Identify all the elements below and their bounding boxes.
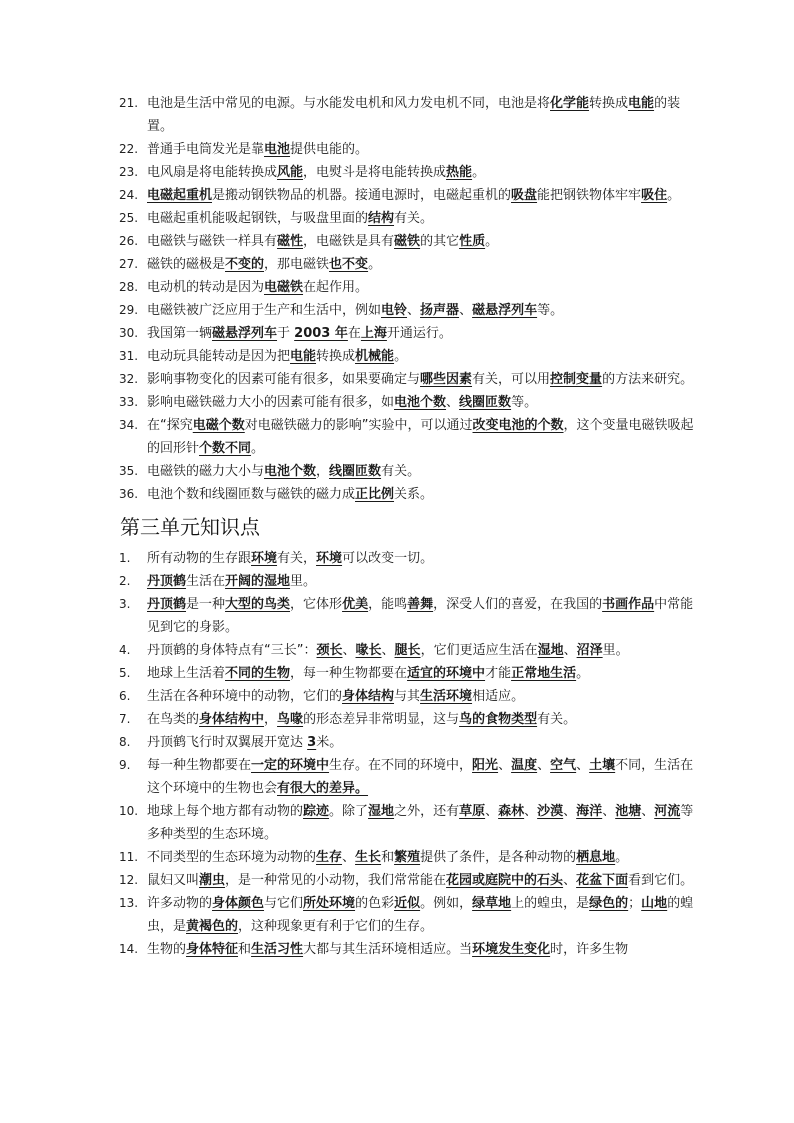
item-text: 的方法来研究。: [602, 372, 694, 387]
item-text: 可以改变一切。: [342, 551, 434, 566]
keyword: 改变电池的个数: [472, 418, 564, 433]
list-item: [0, 230, 794, 253]
item-text: 之外，还有: [394, 804, 460, 819]
item-number: 28.: [119, 280, 139, 294]
list-item: [0, 345, 794, 368]
keyword: 磁性: [277, 234, 304, 249]
keyword: 电磁个数: [192, 418, 245, 433]
item-number: 10.: [119, 804, 139, 818]
item-text: 、: [563, 873, 577, 888]
list-item: [0, 207, 794, 230]
list-item: [0, 460, 794, 483]
item-text: 等多种类型的生态环境。: [147, 804, 694, 842]
list-item: [0, 276, 794, 299]
keyword: 湿地: [537, 643, 564, 658]
item-text: ，这个变量电磁铁吸起的回形针: [147, 418, 694, 456]
list-item: [0, 391, 794, 414]
item-text: 与它们: [264, 896, 304, 911]
item-text: 有关，: [277, 551, 317, 566]
list-item: [0, 253, 794, 276]
keyword: 开阔的湿地: [225, 574, 291, 589]
item-text: 、: [537, 758, 551, 773]
item-text: 电磁起重机能吸起钢铁，与吸盘里面的: [147, 211, 369, 226]
list-item: [0, 570, 794, 593]
keyword: 颈长: [316, 643, 343, 658]
keyword: 不变的: [225, 257, 265, 272]
list-item: [0, 708, 794, 731]
item-text: ，是一种常见的小动物，我们常常能在: [225, 873, 447, 888]
list-item: [0, 92, 794, 138]
item-text: 是搬动钢铁物品的机器。接通电源时，电磁起重机的: [212, 188, 512, 203]
keyword: 3: [307, 735, 317, 750]
item-text: 和: [238, 942, 252, 957]
list-item: [0, 639, 794, 662]
item-text: 中常能见到它的身影。: [147, 597, 694, 635]
item-text: 、: [342, 643, 356, 658]
keyword: 鸟喙: [277, 712, 304, 727]
keyword: 土壤: [589, 758, 616, 773]
item-text: 每一种生物都要在: [147, 758, 252, 773]
keyword: 优美: [342, 597, 369, 612]
item-number: 29.: [119, 303, 139, 317]
item-number: 23.: [119, 165, 139, 179]
item-text: 、: [381, 643, 395, 658]
item-text: ，深受人们的喜爱，在我国的: [433, 597, 603, 612]
item-text: 影响电磁铁磁力大小的因素可能有很多，如: [147, 395, 395, 410]
item-text: 的其它: [420, 234, 460, 249]
keyword: 花盆下面: [576, 873, 629, 888]
item-text: 丹顶鹤飞行时双翼展开宽达: [147, 735, 308, 750]
keyword: 丹顶鹤: [147, 574, 187, 589]
keyword: 近似: [394, 896, 421, 911]
item-text: 提供电能的。: [290, 142, 369, 157]
keyword: 潮虫: [199, 873, 226, 888]
item-text: 才能: [485, 666, 512, 681]
keyword: 踪迹: [303, 804, 330, 819]
keyword: 磁悬浮列车: [212, 326, 278, 341]
list-item: [0, 414, 794, 460]
list-item: [0, 892, 794, 938]
list-item: [0, 800, 794, 846]
item-text: 磁铁的磁极是: [147, 257, 226, 272]
list-item: [0, 685, 794, 708]
item-text: 鼠妇又叫: [147, 873, 200, 888]
keyword: 不同的生物: [225, 666, 291, 681]
item-number: 26.: [119, 234, 139, 248]
item-text: 。: [667, 188, 681, 203]
item-text: 丹顶鹤的身体特点有“三长”：: [147, 643, 317, 658]
item-text: ，电磁铁是具有: [303, 234, 395, 249]
keyword: 所处环境: [303, 896, 356, 911]
item-number: 3.: [119, 597, 131, 611]
keyword: 生长: [355, 850, 382, 865]
keyword: 黄褐色的: [186, 919, 239, 934]
item-number: 13.: [119, 896, 139, 910]
item-number: 27.: [119, 257, 139, 271]
item-text: 、: [576, 758, 590, 773]
item-text: 上的蝗虫，是: [511, 896, 590, 911]
keyword: 鸟的食物类型: [459, 712, 538, 727]
item-text: 。: [368, 257, 382, 272]
keyword: 花园或庭院中的石头: [446, 873, 564, 888]
item-text: 电池个数和线圈匝数与磁铁的磁力成: [147, 487, 356, 502]
list-item: [0, 731, 794, 754]
keyword: 结构: [368, 211, 395, 226]
keyword: 电能: [628, 96, 655, 111]
item-text: 和: [381, 850, 395, 865]
keyword: 2003 年: [294, 326, 348, 341]
item-number: 21.: [119, 96, 139, 110]
keyword: 生活环境: [420, 689, 473, 704]
keyword: 海洋: [576, 804, 603, 819]
keyword: 身体特征: [186, 942, 239, 957]
item-text: 的色彩: [355, 896, 395, 911]
keyword: 风能: [277, 165, 304, 180]
keyword: 环境: [251, 551, 278, 566]
keyword: 也不变: [329, 257, 369, 272]
keyword: 腿长: [394, 643, 421, 658]
keyword: 正比例: [355, 487, 395, 502]
keyword: 电磁起重机: [147, 188, 213, 203]
keyword: 电磁铁: [264, 280, 304, 295]
item-text: 不同，生活在这个环境中的生物也会: [147, 758, 694, 796]
item-text: 的装置。: [147, 96, 681, 134]
keyword: 环境发生变化: [472, 942, 551, 957]
list-item: [0, 846, 794, 869]
item-text: 提供了条件，是各种动物的: [420, 850, 577, 865]
knowledge-list-unit-3: [0, 547, 794, 961]
item-text: 时，许多生物: [550, 942, 629, 957]
keyword: 有很大的差异。: [277, 781, 369, 796]
item-text: 生活在: [186, 574, 226, 589]
item-text: 能把钢铁物体牢牢: [537, 188, 642, 203]
item-text: 影响事物变化的因素可能有很多，如果要确定与: [147, 372, 421, 387]
item-text: ，它体形: [290, 597, 343, 612]
item-text: 。: [472, 165, 486, 180]
item-number: 24.: [119, 188, 139, 202]
item-text: 看到它们。: [628, 873, 694, 888]
item-text: ，那电磁铁: [264, 257, 330, 272]
list-item: [0, 161, 794, 184]
item-text: 、: [485, 804, 499, 819]
item-text: 电动玩具能转动是因为把: [147, 349, 291, 364]
item-number: 5.: [119, 666, 131, 680]
item-text: 米。: [316, 735, 343, 750]
item-text: 、: [498, 758, 512, 773]
item-text: 是一种: [186, 597, 226, 612]
keyword: 身体结构: [342, 689, 395, 704]
item-number: 31.: [119, 349, 139, 363]
item-number: 4.: [119, 643, 131, 657]
item-text: 、: [563, 804, 577, 819]
keyword: 线圈匝数: [329, 464, 382, 479]
keyword: 化学能: [550, 96, 590, 111]
item-text: ，每一种生物都要在: [290, 666, 408, 681]
item-number: 34.: [119, 418, 139, 432]
keyword: 身体结构中: [199, 712, 265, 727]
item-number: 30.: [119, 326, 139, 340]
knowledge-list-unit-2: [0, 92, 794, 506]
item-text: 、: [459, 303, 473, 318]
list-item: [0, 869, 794, 892]
item-number: 32.: [119, 372, 139, 386]
keyword: 善舞: [407, 597, 434, 612]
keyword: 沼泽: [576, 643, 603, 658]
keyword: 哪些因素: [420, 372, 473, 387]
item-text: 相适应。: [472, 689, 525, 704]
item-text: 。除了: [329, 804, 369, 819]
keyword: 磁铁: [394, 234, 421, 249]
keyword: 环境: [316, 551, 343, 566]
keyword: 繁殖: [394, 850, 421, 865]
item-text: 所有动物的生存跟: [147, 551, 252, 566]
item-text: 。: [394, 349, 408, 364]
item-text: 、: [524, 804, 538, 819]
item-number: 7.: [119, 712, 131, 726]
keyword: 电池个数: [264, 464, 317, 479]
keyword: 吸住: [641, 188, 668, 203]
item-text: 有关。: [381, 464, 421, 479]
item-text: 普通手电筒发光是靠: [147, 142, 265, 157]
item-number: 12.: [119, 873, 139, 887]
item-text: 在: [347, 326, 361, 341]
keyword: 电铃: [381, 303, 408, 318]
item-text: 等。: [511, 395, 538, 410]
item-text: ；: [628, 896, 642, 911]
keyword: 喙长: [355, 643, 382, 658]
item-text: 。: [576, 666, 590, 681]
list-item: [0, 368, 794, 391]
keyword: 丹顶鹤: [147, 597, 187, 612]
item-text: 生存。在不同的环境中，: [329, 758, 473, 773]
item-number: 36.: [119, 487, 139, 501]
keyword: 线圈匝数: [459, 395, 512, 410]
list-item: [0, 322, 794, 345]
item-text: ，它们更适应生活在: [420, 643, 538, 658]
keyword: 草原: [459, 804, 486, 819]
item-text: 。: [251, 441, 265, 456]
item-number: 35.: [119, 464, 139, 478]
keyword: 生存: [316, 850, 343, 865]
item-text: 里。: [290, 574, 317, 589]
item-text: 电动机的转动是因为: [147, 280, 265, 295]
item-text: 地球上生活着: [147, 666, 226, 681]
item-text: 、: [342, 850, 356, 865]
section-heading: 第三单元知识点: [120, 515, 260, 539]
item-text: 里。: [602, 643, 629, 658]
item-text: ，能鸣: [368, 597, 408, 612]
keyword: 生活习性: [251, 942, 304, 957]
item-text: 、: [641, 804, 655, 819]
item-text: 。: [485, 234, 499, 249]
keyword: 适宜的环境中: [407, 666, 486, 681]
list-item: [0, 662, 794, 685]
keyword: 电能: [290, 349, 317, 364]
keyword: 书画作品: [602, 597, 655, 612]
item-text: ，电熨斗是将电能转换成: [303, 165, 447, 180]
item-text: 开通运行。: [386, 326, 452, 341]
keyword: 大型的鸟类: [225, 597, 291, 612]
item-number: 25.: [119, 211, 139, 225]
item-text: 于: [277, 326, 295, 341]
item-text: 对电磁铁磁力的影响”实验中，可以通过: [244, 418, 473, 433]
item-number: 9.: [119, 758, 131, 772]
keyword: 空气: [550, 758, 577, 773]
item-text: 电池是生活中常见的电源。与水能发电机和风力发电机不同，电池是将: [147, 96, 551, 111]
item-text: 的形态差异非常明显，这与: [303, 712, 460, 727]
keyword: 一定的环境中: [251, 758, 330, 773]
item-text: 转换成: [316, 349, 356, 364]
keyword: 山地: [641, 896, 668, 911]
list-item: [0, 483, 794, 506]
keyword: 森林: [498, 804, 525, 819]
keyword: 热能: [446, 165, 473, 180]
item-number: 22.: [119, 142, 139, 156]
item-text: 电磁铁与磁铁一样具有: [147, 234, 278, 249]
item-text: 有关。: [394, 211, 434, 226]
item-text: 有关。: [537, 712, 577, 727]
item-text: 在“探究: [147, 418, 193, 433]
item-text: 地球上每个地方都有动物的: [147, 804, 304, 819]
item-text: 大都与其生活环境相适应。当: [303, 942, 473, 957]
keyword: 池塘: [615, 804, 642, 819]
item-number: 1.: [119, 551, 131, 565]
item-text: 转换成: [589, 96, 629, 111]
item-text: ，: [316, 464, 330, 479]
item-text: 电磁铁被广泛应用于生产和生活中，例如: [147, 303, 382, 318]
keyword: 温度: [511, 758, 538, 773]
list-item: [0, 593, 794, 639]
list-item: [0, 299, 794, 322]
item-text: 我国第一辆: [147, 326, 213, 341]
keyword: 扬声器: [420, 303, 460, 318]
keyword: 上海: [360, 326, 387, 341]
list-item: [0, 547, 794, 570]
item-text: 有关，可以用: [472, 372, 551, 387]
item-text: ，: [264, 712, 278, 727]
keyword: 阳光: [472, 758, 499, 773]
item-text: 的蝗虫，是: [147, 896, 694, 934]
item-text: 在起作用。: [303, 280, 369, 295]
keyword: 正常地生活: [511, 666, 577, 681]
keyword: 磁悬浮列车: [472, 303, 538, 318]
item-text: 生活在各种环境中的动物，它们的: [147, 689, 343, 704]
list-item: [0, 138, 794, 161]
item-text: 、: [563, 643, 577, 658]
item-text: 许多动物的: [147, 896, 213, 911]
item-number: 33.: [119, 395, 139, 409]
item-number: 14.: [119, 942, 139, 956]
keyword: 电池个数: [394, 395, 447, 410]
item-text: 。: [615, 850, 629, 865]
keyword: 电池: [264, 142, 291, 157]
keyword: 身体颜色: [212, 896, 265, 911]
item-text: 等。: [537, 303, 564, 318]
keyword: 控制变量: [550, 372, 603, 387]
keyword: 湿地: [368, 804, 395, 819]
keyword: 绿色的: [589, 896, 629, 911]
list-item: [0, 938, 794, 961]
keyword: 沙漠: [537, 804, 564, 819]
keyword: 绿草地: [472, 896, 512, 911]
item-number: 8.: [119, 735, 131, 749]
item-text: 、: [446, 395, 460, 410]
item-number: 11.: [119, 850, 139, 864]
item-text: 电磁铁的磁力大小与: [147, 464, 265, 479]
item-text: 、: [602, 804, 616, 819]
item-text: 在鸟类的: [147, 712, 200, 727]
item-text: 电风扇是将电能转换成: [147, 165, 278, 180]
item-text: 不同类型的生态环境为动物的: [147, 850, 317, 865]
item-text: 生物的: [147, 942, 187, 957]
item-number: 6.: [119, 689, 131, 703]
keyword: 吸盘: [511, 188, 538, 203]
item-text: ，这种现象更有利于它们的生存。: [238, 919, 434, 934]
keyword: 栖息地: [576, 850, 616, 865]
keyword: 个数不同: [199, 441, 252, 456]
item-text: 关系。: [394, 487, 434, 502]
list-item: [0, 184, 794, 207]
item-number: 2.: [119, 574, 131, 588]
keyword: 机械能: [355, 349, 395, 364]
item-text: 。例如，: [420, 896, 473, 911]
document-page: [0, 92, 794, 961]
keyword: 河流: [654, 804, 681, 819]
item-text: 与其: [394, 689, 421, 704]
list-item: [0, 754, 794, 800]
item-text: 、: [407, 303, 421, 318]
keyword: 性质: [459, 234, 486, 249]
